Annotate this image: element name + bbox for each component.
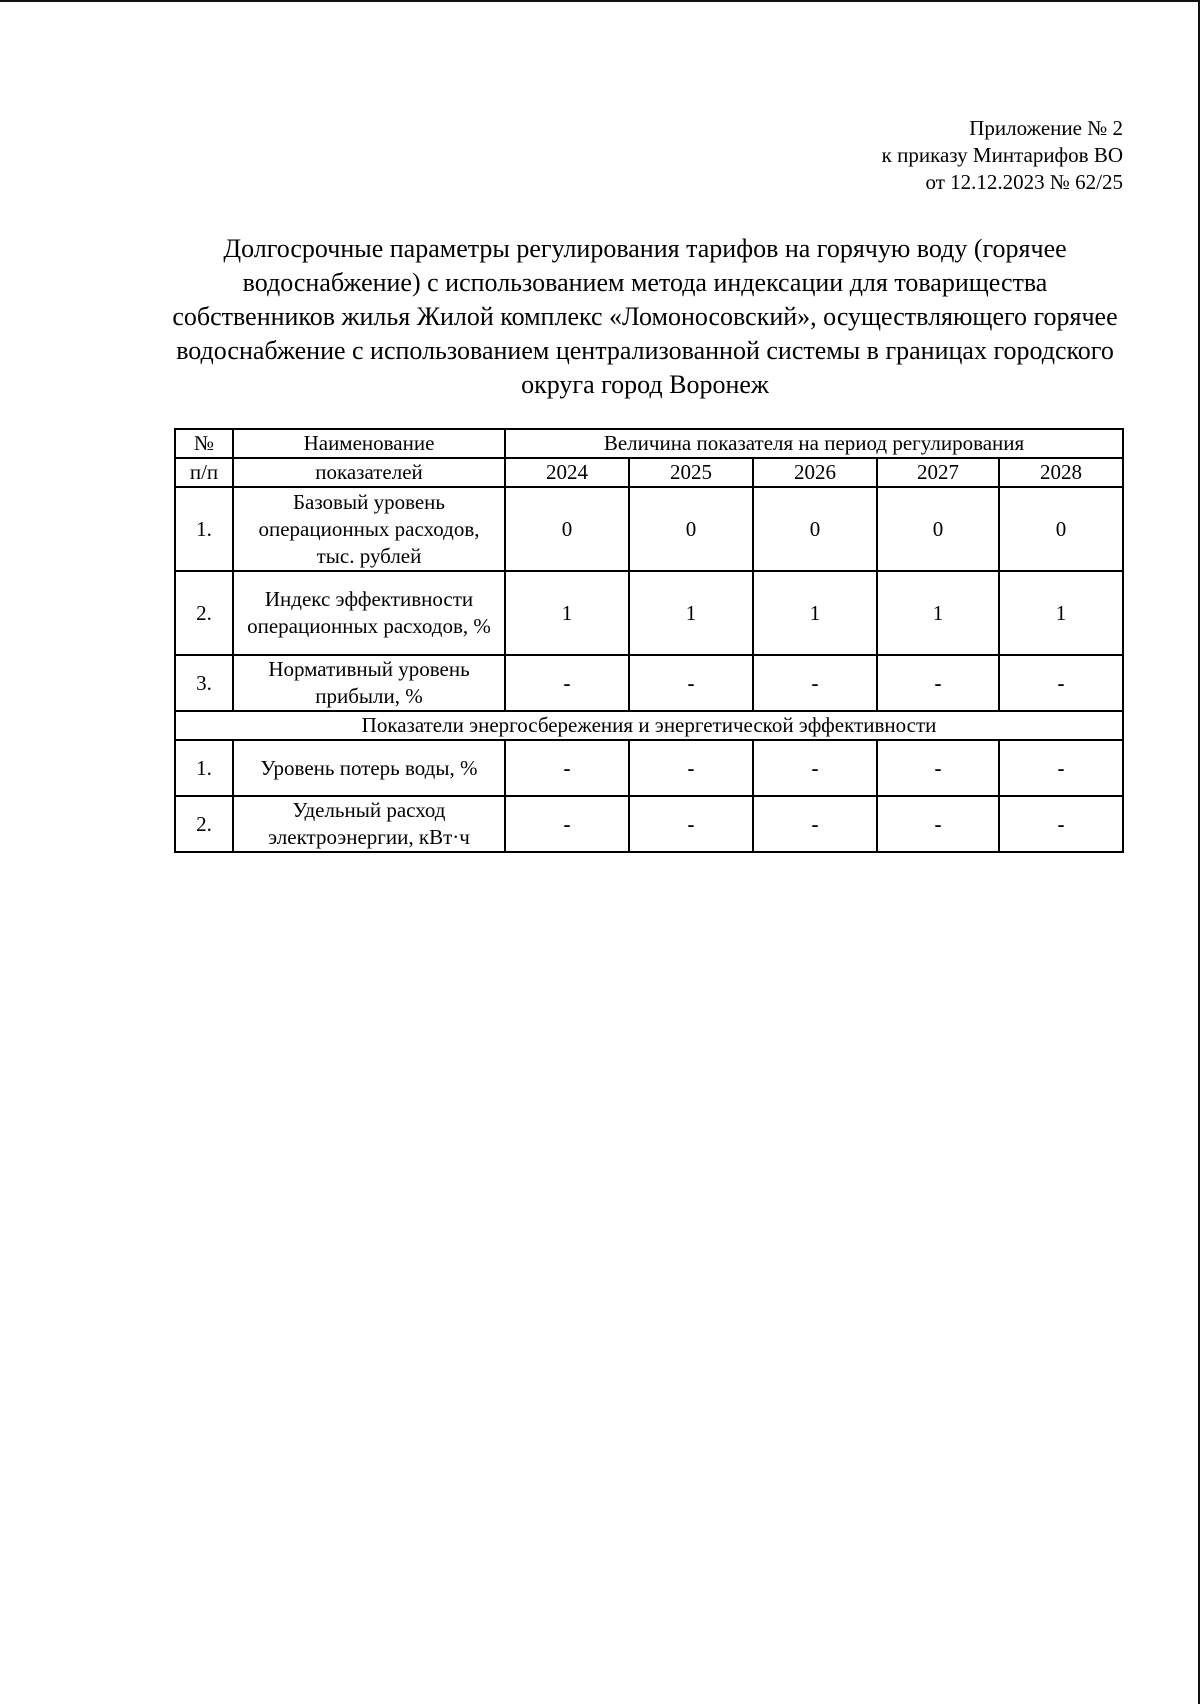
table-header-row-1 (175, 429, 1123, 458)
row-num: 1. (175, 740, 233, 796)
row-value: 1 (629, 571, 753, 655)
row-name: Индекс эффективности операционных расходов, % (233, 571, 505, 655)
row-value: - (753, 740, 877, 796)
page-edge-top (0, 0, 1200, 2)
row-value: - (629, 655, 753, 711)
row-value: - (753, 655, 877, 711)
header-period: Величина показателя на период регулирования (505, 429, 1123, 458)
row-value: 0 (505, 487, 629, 571)
row-value: - (877, 740, 999, 796)
row-value: - (999, 655, 1123, 711)
row-value: 1 (877, 571, 999, 655)
row-value: - (999, 740, 1123, 796)
row-name: Уровень потерь воды, % (233, 740, 505, 796)
header-year: 2024 (505, 458, 629, 487)
row-value: 0 (999, 487, 1123, 571)
row-value: - (753, 796, 877, 852)
row-value: 1 (999, 571, 1123, 655)
row-num: 2. (175, 796, 233, 852)
row-value: - (505, 796, 629, 852)
row-value: - (999, 796, 1123, 852)
header-num: № (175, 429, 233, 458)
header-num-sub: п/п (175, 458, 233, 487)
header-year: 2028 (999, 458, 1123, 487)
annex-block (882, 115, 1123, 196)
row-value: - (505, 655, 629, 711)
table-header-row-2 (175, 458, 1123, 487)
table-row (175, 571, 1123, 655)
row-value: - (629, 740, 753, 796)
section-heading: Показатели энергосбережения и энергетической эффективности (175, 711, 1123, 740)
row-value: 0 (877, 487, 999, 571)
row-num: 3. (175, 655, 233, 711)
row-value: 0 (753, 487, 877, 571)
row-value: - (629, 796, 753, 852)
annex-line-3: от 12.12.2023 № 62/25 (925, 170, 1123, 194)
annex-line-1: Приложение № 2 (969, 116, 1123, 140)
annex-line-2: к приказу Минтарифов ВО (881, 143, 1123, 167)
table-row (175, 655, 1123, 711)
row-num: 2. (175, 571, 233, 655)
row-value: 1 (505, 571, 629, 655)
header-year: 2027 (877, 458, 999, 487)
row-value: 1 (753, 571, 877, 655)
header-year: 2025 (629, 458, 753, 487)
row-name: Базовый уровень операционных расходов, тыс. рублей (233, 487, 505, 571)
row-value: 0 (629, 487, 753, 571)
header-name-sub: показателей (233, 458, 505, 487)
parameters-table (174, 428, 1124, 853)
row-name: Нормативный уровень прибыли, % (233, 655, 505, 711)
document-title: Долгосрочные параметры регулирования тарифов на горячую воду (горячее водоснабжение) с использованием метода индексации для товарищества собственников жилья Жилой комплекс «Ломоносовский», осуществляющего горячее водоснабжение с использованием централизованной системы в границах городского округа город Воронеж (172, 234, 1118, 399)
row-value: - (505, 740, 629, 796)
section-row (175, 711, 1123, 740)
header-year: 2026 (753, 458, 877, 487)
table-row (175, 740, 1123, 796)
table-row (175, 796, 1123, 852)
row-name: Удельный расход электроэнергии, кВт·ч (233, 796, 505, 852)
row-value: - (877, 796, 999, 852)
header-name: Наименование (233, 429, 505, 458)
table-row (175, 487, 1123, 571)
row-num: 1. (175, 487, 233, 571)
row-value: - (877, 655, 999, 711)
